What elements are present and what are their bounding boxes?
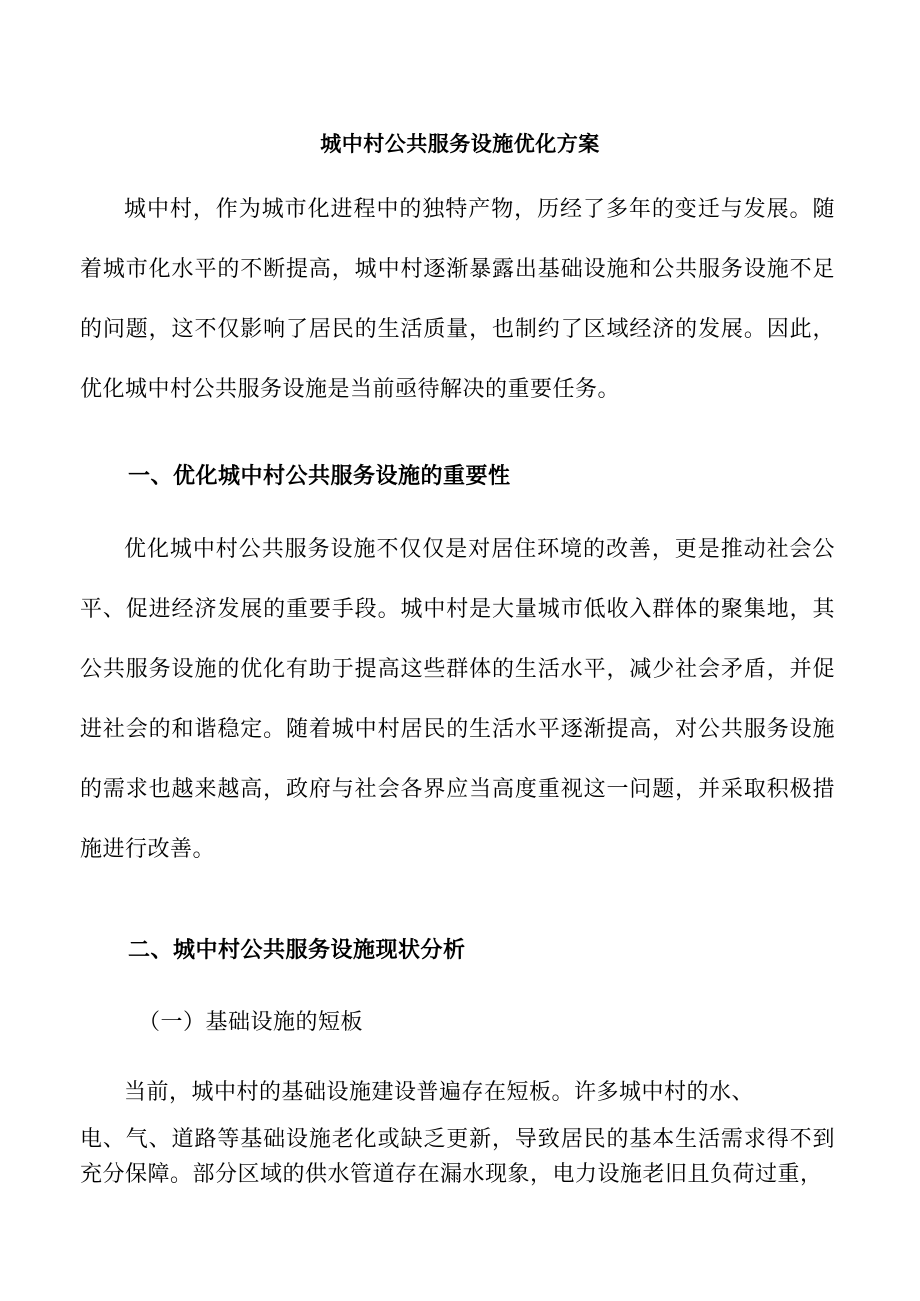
document-title: 城中村公共服务设施优化方案 <box>320 131 600 156</box>
section-1-heading: 一、优化城中村公共服务设施的重要性 <box>128 463 511 489</box>
subsection-1-first-line: 当前，城中村的基础设施建设普遍存在短板。许多城中村的水、 <box>124 1080 755 1105</box>
section-2-heading: 二、城中村公共服务设施现状分析 <box>128 937 466 963</box>
subsection-1-paragraph: 电、气、道路等基础设施老化或缺乏更新，导致居民的基本生活需求得不到充分保障。部分区域的供水管道存在漏水现象，电力设施老旧且负荷过重， <box>80 1127 835 1187</box>
section-1-paragraph: 优化城中村公共服务设施不仅仅是对居住环境的改善，更是推动社会公平、促进经济发展的重要手段。城中村是大量城市低收入群体的聚集地，其公共服务设施的优化有助于提高这些群体的生活水平，减少社会矛盾，并促进社会的和谐稳定。随着城中村居民的生活水平逐渐提高，对公共服务设施的需求也越来越高，政府与社会各界应当高度重视这一问题，并采取积极措施进行改善。 <box>80 537 835 862</box>
intro-paragraph: 城中村，作为城市化进程中的独特产物，历经了多年的变迁与发展。随着城市化水平的不断提高，城中村逐渐暴露出基础设施和公共服务设施不足的问题，这不仅影响了居民的生活质量，也制约了区域经济的发展。因此，优化城中村公共服务设施是当前亟待解决的重要任务。 <box>80 197 835 402</box>
subsection-1-heading: （一）基础设施的短板 <box>138 1010 364 1035</box>
